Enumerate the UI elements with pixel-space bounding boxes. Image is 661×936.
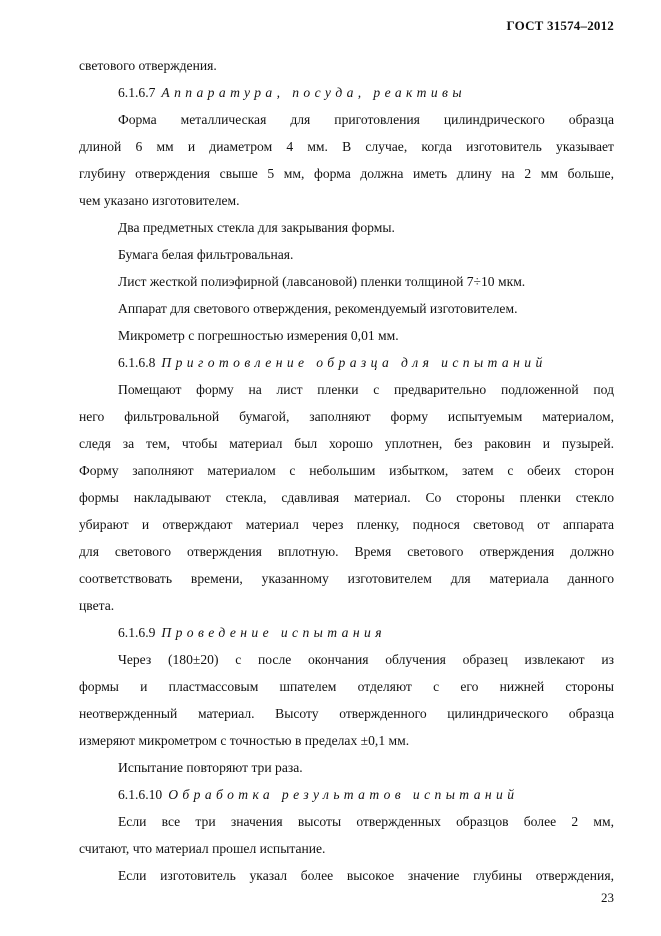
text-line: длиной 6 мм и диаметром 4 мм. В случае, когда изготовитель указывает — [79, 139, 614, 154]
text-line: Микрометр с погрешностью измерения 0,01 мм. — [118, 328, 399, 343]
text-line: считают, что материал прошел испытание. — [79, 841, 326, 856]
text-line: Лист жесткой полиэфирной (лавсановой) пленки толщиной 7÷10 мкм. — [118, 274, 526, 289]
text-line: цвета. — [79, 598, 115, 613]
text-line: Бумага белая фильтровальная. — [118, 247, 294, 262]
text-line: чем указано изготовителем. — [79, 193, 240, 208]
text-line: Испытание повторяют три раза. — [118, 760, 303, 775]
section-number: 6.1.6.9 — [118, 625, 156, 640]
text-line: Форму заполняют материалом с небольшим избытком, затем с обеих сторон — [79, 463, 614, 478]
section-number: 6.1.6.10 — [118, 787, 163, 802]
document-body — [79, 52, 614, 889]
section-title: Приготовление образца для испытаний — [161, 355, 547, 370]
text-line: Если изготовитель указал более высокое значение глубины отверждения, — [118, 868, 614, 883]
section-heading — [79, 349, 614, 376]
text-line: неотвержденный материал. Высоту отвержденного цилиндрического образца — [79, 706, 614, 721]
page-number: 23 — [601, 890, 614, 905]
section-title: Аппаратура, посуда, реактивы — [161, 85, 466, 100]
text-line: Через (180±20) с после окончания облучения образец извлекают из — [118, 652, 614, 667]
section-title: Обработка результатов испытаний — [168, 787, 519, 802]
text-line: Если все три значения высоты отвержденных образцов более 2 мм, — [118, 814, 614, 829]
text-line: светового отверждения. — [79, 58, 217, 73]
text-line: соответствовать времени, указанному изготовителем для материала данного — [79, 571, 614, 586]
text-line: формы и пластмассовым шпателем отделяют с его нижней стороны — [79, 679, 614, 694]
text-line: Два предметных стекла для закрывания формы. — [118, 220, 395, 235]
text-line: убирают и отверждают материал через пленку, поднося световод от аппарата — [79, 517, 614, 532]
section-heading — [79, 79, 614, 106]
text-line: Помещают форму на лист пленки с предварительно подложенной под — [118, 382, 614, 397]
text-line: Форма металлическая для приготовления цилиндрического образца — [118, 112, 614, 127]
text-line: формы накладывают стекла, сдавливая материал. Со стороны пленки стекло — [79, 490, 614, 505]
section-number: 6.1.6.7 — [118, 85, 156, 100]
section-number: 6.1.6.8 — [118, 355, 156, 370]
text-line: следя за тем, чтобы материал был хорошо уплотнен, без раковин и пузырей. — [79, 436, 614, 451]
text-line: глубину отверждения свыше 5 мм, форма должна иметь длину на 2 мм больше, — [79, 166, 614, 181]
text-line: него фильтровальной бумагой, заполняют форму испытуемым материалом, — [79, 409, 614, 424]
section-title: Проведение испытания — [161, 625, 386, 640]
document-header: ГОСТ 31574–2012 — [506, 18, 614, 33]
section-heading — [79, 619, 614, 646]
section-heading — [79, 781, 614, 808]
text-line: для светового отверждения вплотную. Время светового отверждения должно — [79, 544, 614, 559]
text-line: Аппарат для светового отверждения, рекомендуемый изготовителем. — [118, 301, 518, 316]
text-line: измеряют микрометром с точностью в пределах ±0,1 мм. — [79, 733, 410, 748]
